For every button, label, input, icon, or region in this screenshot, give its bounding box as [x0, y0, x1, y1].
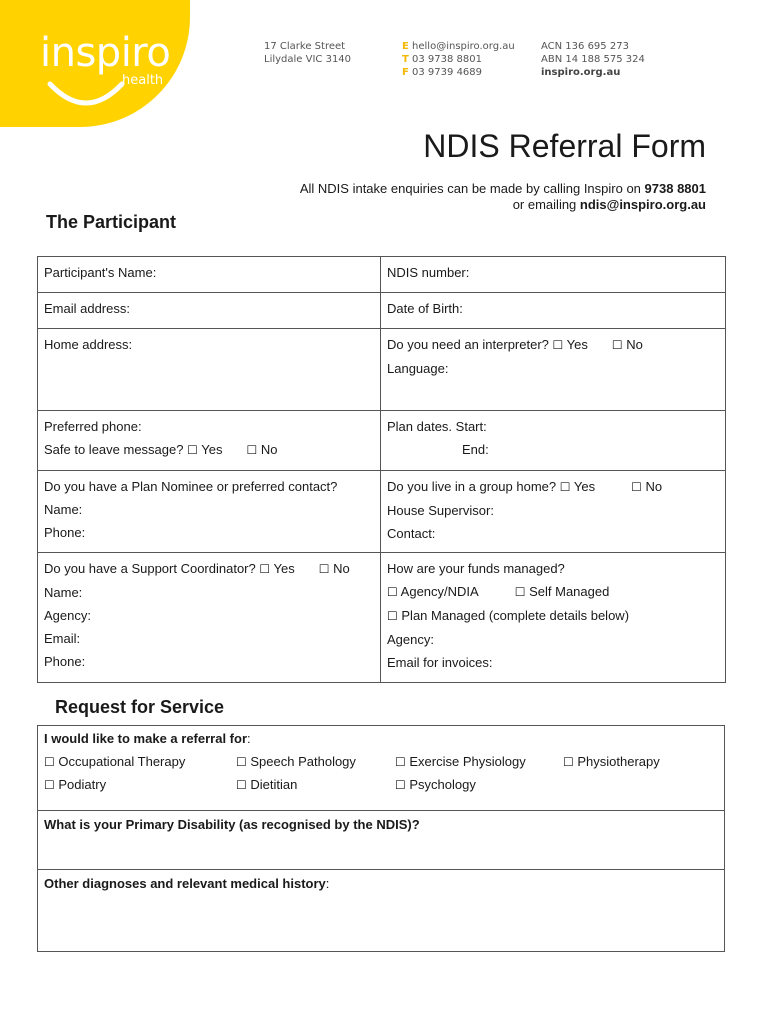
pm-email-field[interactable]: Email for invoices: [387, 655, 493, 670]
house-supervisor-field[interactable]: House Supervisor: [387, 503, 494, 518]
header-company: ACN 136 695 273 ABN 14 188 575 324 inspiro.org.au [541, 41, 645, 78]
logo-wordmark: inspiro [40, 30, 171, 76]
plan-start-field[interactable]: Plan dates. Start: [387, 419, 487, 434]
pm-agency-field[interactable]: Agency: [387, 632, 434, 647]
safe-message-no-checkbox[interactable]: ☐ [246, 443, 258, 457]
participant-name-field[interactable]: Participant's Name: [38, 257, 381, 293]
nominee-cell: Do you have a Plan Nominee or preferred contact? Name: Phone: [38, 471, 381, 553]
logo-subtitle: health [122, 73, 164, 88]
section-title-service: Request for Service [55, 697, 225, 717]
support-coord-yes-checkbox[interactable]: ☐ [259, 562, 271, 576]
support-coord-no-checkbox[interactable]: ☐ [318, 562, 330, 576]
plan-managed-checkbox[interactable]: ☐ [387, 609, 398, 623]
agency-ndia-checkbox[interactable]: ☐ [387, 585, 398, 599]
safe-message-yes-checkbox[interactable]: ☐ [187, 443, 198, 457]
primary-disability-field[interactable]: What is your Primary Disability (as recognised by the NDIS)? [38, 811, 725, 870]
group-home-no-checkbox[interactable]: ☐ [631, 480, 642, 494]
option-psychology[interactable]: ☐ Psychology [395, 777, 476, 792]
dob-field[interactable]: Date of Birth: [381, 293, 726, 329]
sc-agency-field[interactable]: Agency: [44, 608, 91, 623]
header-address: 17 Clarke Street Lilydale VIC 3140 [264, 41, 352, 65]
participant-table [37, 256, 726, 683]
interpreter-cell: Do you need an interpreter? ☐ Yes ☐ No Language: [381, 329, 726, 411]
section-title-participant: The Participant [46, 212, 177, 232]
plan-dates-cell [381, 411, 726, 471]
support-coordinator-cell: Do you have a Support Coordinator? ☐ Yes ☐ No Name: Agency: Email: Phone: [38, 553, 381, 683]
option-podiatry[interactable]: ☐ Podiatry [44, 777, 107, 792]
plan-end-field[interactable]: End: [462, 442, 489, 457]
referral-prompt: I would like to make a referral for: [44, 731, 251, 746]
contact-field[interactable]: Contact: [387, 526, 436, 541]
service-table [37, 725, 725, 952]
sc-name-field[interactable]: Name: [44, 585, 83, 600]
self-managed-checkbox[interactable]: ☐ [514, 585, 526, 599]
option-exercise-physiology[interactable]: ☐ Exercise Physiology [395, 754, 526, 769]
page-title: NDIS Referral Form [423, 128, 706, 164]
option-speech-pathology[interactable]: ☐ Speech Pathology [236, 754, 356, 769]
home-address-field[interactable]: Home address: [38, 329, 381, 411]
other-diagnoses-field[interactable]: Other diagnoses and relevant medical history: [38, 870, 725, 952]
group-home-yes-checkbox[interactable]: ☐ [559, 480, 571, 494]
interpreter-no-checkbox[interactable]: ☐ [611, 338, 623, 352]
email-field[interactable]: Email address: [38, 293, 381, 329]
preferred-phone-field[interactable]: Preferred phone: [44, 419, 142, 434]
nominee-name-field[interactable]: Name: [44, 502, 83, 517]
language-field[interactable]: Language: [387, 361, 449, 376]
intro-text: All NDIS intake enquiries can be made by calling Inspiro on 9738 8801 or emailing ndis@inspiro.org.au [299, 181, 706, 212]
interpreter-yes-checkbox[interactable]: ☐ [552, 338, 564, 352]
funds-cell: How are your funds managed? ☐ Agency/NDIA ☐ Self Managed ☐ Plan Managed (complete details below) Agency: Email for invoices: [381, 553, 726, 683]
header-contacts: E hello@inspiro.org.au T 03 9738 8801 F 03 9739 4689 [402, 41, 515, 78]
sc-email-field[interactable]: Email: [44, 631, 81, 646]
sc-phone-field[interactable]: Phone: [44, 654, 86, 669]
group-home-cell: Do you live in a group home? ☐ Yes ☐ No House Supervisor: Contact: [381, 471, 726, 553]
phone-cell: Preferred phone: Safe to leave message? ☐ Yes ☐ No [38, 411, 381, 471]
ndis-number-field[interactable]: NDIS number: [381, 257, 726, 293]
nominee-phone-field[interactable]: Phone: [44, 525, 86, 540]
option-occupational-therapy[interactable]: ☐ Occupational Therapy [44, 754, 186, 769]
option-physiotherapy[interactable]: ☐ Physiotherapy [563, 754, 660, 769]
logo-smile-icon [46, 78, 126, 112]
option-dietitian[interactable]: ☐ Dietitian [236, 777, 298, 792]
